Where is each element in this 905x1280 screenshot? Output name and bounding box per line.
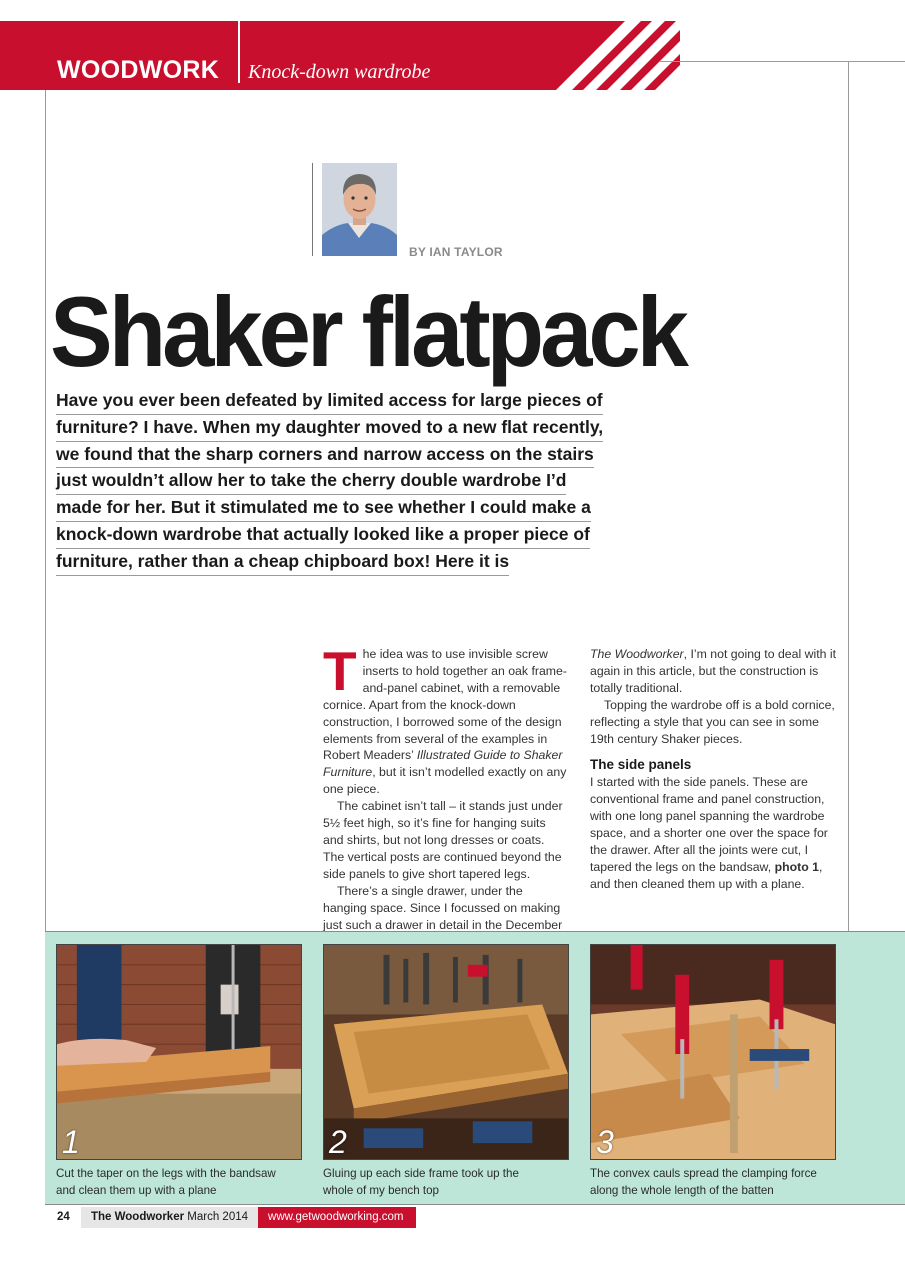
- section-label: WOODWORK: [57, 56, 220, 84]
- drop-cap: T: [323, 640, 357, 702]
- header-rule: [660, 61, 905, 62]
- body-column-2: [590, 646, 838, 893]
- subsection-label: Knock-down wardrobe: [248, 61, 431, 83]
- section-divider: [238, 21, 240, 83]
- standfirst-line: made for her. But it stimulated me to see whether I could make a: [56, 495, 591, 522]
- standfirst: [56, 388, 656, 576]
- page-border-left: [45, 90, 46, 931]
- body-text: , and then cleaned them up with a plane.: [590, 859, 823, 891]
- body-paragraph: Topping the wardrobe off is a bold cornice, reflecting a style that you can see in some 19th century Shaker pieces.: [590, 697, 835, 746]
- caption-line: Cut the taper on the legs with the bandsaw: [56, 1167, 276, 1180]
- photo-caption: [323, 1166, 573, 1199]
- header-stripes: [480, 21, 680, 90]
- magazine-name: [81, 1207, 258, 1228]
- photo-number: 2: [329, 1124, 347, 1160]
- website-link[interactable]: www.getwoodworking.com: [258, 1207, 416, 1228]
- photo-caption: [56, 1166, 306, 1199]
- photo-bandsaw: [56, 944, 302, 1160]
- photo-caption: [590, 1166, 840, 1199]
- caption-line: whole of my bench top: [323, 1183, 440, 1197]
- magazine-title: The Woodworker: [91, 1211, 185, 1223]
- magazine-title: The Woodworker: [590, 647, 684, 661]
- body-text: he idea was to use invisible screw inserts to hold together an oak frame-and-panel cabinet, with a removable cornice. Apart from the knock-down construction, I borrowed some of the design elements from several of the examples in Robert Meaders’: [323, 647, 567, 763]
- photo-number: 3: [596, 1124, 614, 1160]
- body-column-1: [323, 640, 568, 950]
- article-title: Shaker flatpack: [50, 276, 685, 388]
- page-footer: [45, 1207, 416, 1228]
- body-text: , but it isn’t modelled exactly on any one piece.: [323, 765, 567, 797]
- caption-line: and clean them up with a plane: [56, 1183, 217, 1197]
- body-paragraph: The cabinet isn’t tall – it stands just under 5½ feet high, so it’s fine for hanging suits and shirts, but not long dresses or coats. The vertical posts are continued beyond the side panels to give short tapered legs.: [323, 799, 563, 881]
- photo-workbench: [323, 944, 569, 1160]
- body-text: There’s a single drawer, under the hanging space. Since I focussed on making just such a drawer in detail in the December: [323, 883, 563, 932]
- body-paragraph: [590, 774, 838, 892]
- standfirst-line: furniture, rather than a cheap chipboard box! Here it is: [56, 549, 509, 576]
- photo-number: 1: [62, 1124, 80, 1160]
- photo-clamps: [590, 944, 836, 1160]
- photo-reference: photo 1: [774, 859, 819, 874]
- byline: BY IAN TAYLOR: [409, 245, 503, 259]
- caption-line: Gluing up each side frame took up the: [323, 1167, 519, 1180]
- caption-line: along the whole length of the batten: [590, 1183, 774, 1197]
- body-paragraph: [590, 646, 838, 697]
- subheading: The side panels: [590, 757, 692, 773]
- caption-line: The convex cauls spread the clamping force: [590, 1167, 817, 1180]
- author-photo: [322, 163, 397, 256]
- issue-date: March 2014: [187, 1211, 249, 1223]
- body-text: I started with the side panels. These are conventional frame and panel construction, with one long panel spanning the wardrobe space, and a shorter one over the space for the drawer. After all the joints were cut, I tapered the legs on the bandsaw,: [590, 775, 828, 874]
- standfirst-line: furniture? I have. When my daughter moved to a new flat recently,: [56, 415, 603, 442]
- standfirst-line: Have you ever been defeated by limited access for large pieces of: [56, 388, 603, 415]
- page-border-right: [848, 61, 849, 931]
- body-paragraph: [323, 640, 568, 798]
- page-number: 24: [45, 1207, 81, 1228]
- body-text: , I’m not going to deal with it again in this article, but the construction is totally traditional.: [590, 647, 837, 695]
- standfirst-line: we found that the sharp corners and narrow access on the stairs: [56, 442, 594, 469]
- standfirst-line: knock-down wardrobe that actually looked like a proper piece of: [56, 522, 590, 549]
- book-title: Illustrated Guide to Shaker Furniture: [323, 748, 563, 780]
- standfirst-line: just wouldn’t allow her to take the cherry double wardrobe I’d: [56, 468, 566, 495]
- author-rule: [312, 163, 313, 256]
